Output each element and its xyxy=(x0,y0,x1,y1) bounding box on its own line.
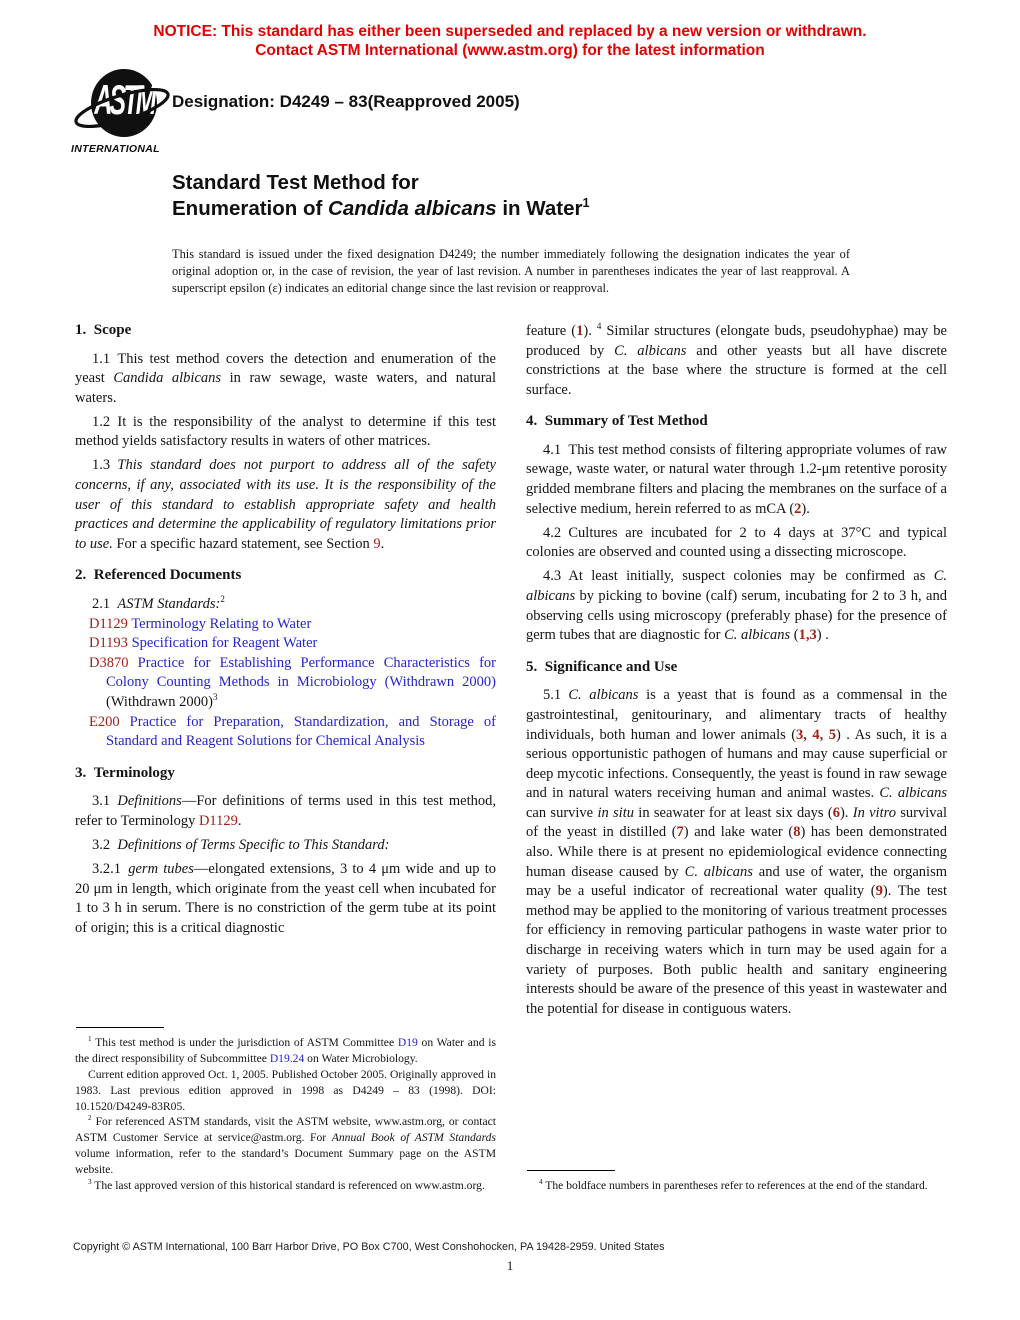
astm-logo-subtext: INTERNATIONAL xyxy=(71,143,160,155)
astm-logo-acronym: ASTM xyxy=(94,77,154,124)
text-run: in seawater for at least six days ( xyxy=(633,804,833,821)
text-run: Enumeration of xyxy=(172,197,329,220)
text-run: Similar structures (elongate buds, pseudohyphae) may be produced by xyxy=(526,323,947,359)
text-run: 3.2 xyxy=(92,836,118,853)
text-run: germ tubes xyxy=(128,860,194,877)
ref-link[interactable]: D3870 xyxy=(89,654,129,671)
ref-link[interactable]: 9 xyxy=(875,883,883,900)
ref-link[interactable]: 7 xyxy=(676,824,684,841)
text-run: 4 xyxy=(539,1178,543,1187)
text-run: 1.1 This test method covers the detection and enumeration of the yeast xyxy=(75,350,496,387)
ref-link[interactable]: D1129 xyxy=(198,812,238,829)
text-run: and other yeasts but all have discrete constrictions at the base where the structure is formed at the cell surface. xyxy=(526,342,947,398)
para-4-3 xyxy=(526,567,947,645)
text-run: Definitions of Terms Specific to This Standard: xyxy=(117,836,390,853)
ref-item-d3870 xyxy=(75,654,496,713)
text-run: in Water xyxy=(496,197,583,220)
text-run: in raw sewage, waste waters, and natural waters. xyxy=(75,370,496,406)
para-3-2-1-continued xyxy=(526,322,947,400)
para-4-2 xyxy=(526,524,947,563)
document-title xyxy=(172,170,590,222)
text-run: This test method is under the jurisdiction of ASTM Committee xyxy=(91,1035,398,1049)
para-3-2 xyxy=(75,836,496,856)
text-run: Candida albicans xyxy=(328,197,497,220)
ref-link[interactable]: 6 xyxy=(832,804,840,821)
section-1-heading: 1. Scope xyxy=(75,322,132,338)
text-run: The last approved version of this historical standard is referenced on www.astm.org. xyxy=(91,1179,485,1193)
text-run: ). xyxy=(583,323,597,339)
ref-link[interactable]: 1,3 xyxy=(798,627,817,644)
text-run: ) . As such, it is a serious opportunistic pathogen of humans and may cause superficial or deep mycotic infections. Consequently, the yeast is found in raw sewage and in natural waters receiving human and animal wastes. xyxy=(526,726,947,802)
text-run: Current edition approved Oct. 1, 2005. Published October 2005. Originally approved in 1983. Last previous edition approved in 1998 as D4249 – 83 (1998). DOI: 10.1520/D4249-83R05. xyxy=(75,1067,496,1113)
section-3-heading: 3. Terminology xyxy=(75,764,175,781)
text-run: C. albicans xyxy=(526,568,947,605)
ref-link[interactable]: D19 xyxy=(397,1035,418,1049)
text-run: volume information, refer to the standard’s Document Summary page on the ASTM website. xyxy=(75,1147,496,1177)
text-run: Candida albicans xyxy=(113,370,222,387)
ref-link[interactable]: E200 xyxy=(89,713,120,730)
footnote-4 xyxy=(526,1178,947,1194)
text-run: ). The test method may be applied to the monitoring of various treatment processes for efficiency in removing particular pathogens in waste water prior to discharge in receiving waters which in turn may be used again for a variety of purposes. Both public health and sanitary engineering interests should be aware of the presence of this yeast in wastewater and the potential for disease in contiguous waters. xyxy=(526,883,948,1017)
body-columns xyxy=(75,320,947,1194)
text-run: ASTM Standards: xyxy=(117,595,221,612)
text-run: —For definitions of terms used in this test method, refer to Terminology xyxy=(75,793,496,829)
footnote-separator-right xyxy=(527,1170,615,1171)
text-run: C. albicans xyxy=(684,863,753,880)
text-run: Definitions xyxy=(117,793,182,810)
ref-link[interactable]: 9 xyxy=(373,535,381,552)
text-run: ) . xyxy=(816,627,829,644)
ref-link[interactable]: Specification for Reagent Water xyxy=(131,635,318,652)
notice-line2: Contact ASTM International (www.astm.org) for the latest information xyxy=(255,42,765,59)
text-run: . xyxy=(380,535,385,552)
text-run: and use of water, the organism may be a useful indicator of recreational water quality ( xyxy=(526,863,947,900)
footnote-2 xyxy=(75,1114,496,1178)
text-run: . xyxy=(237,812,242,829)
text-run: —elongated extensions, 3 to 4 μm wide and up to 20 μm in length, which originate from the yeast cell when incubated for 1 to 3 h in serum. There is no constriction of the germ tube at its point of origin; this is a critical diagnostic xyxy=(75,860,496,936)
supersession-notice xyxy=(0,22,1020,60)
text-run: For a specific hazard statement, see Section xyxy=(112,535,374,552)
designation-line: Designation: D4249 – 83(Reapproved 2005) xyxy=(172,92,520,111)
footnotes-left xyxy=(75,1027,496,1194)
text-run: C. albicans xyxy=(879,785,947,802)
para-1-3 xyxy=(75,456,496,554)
para-3-1 xyxy=(75,792,496,831)
ref-link[interactable]: Practice for Preparation, Standardization, and Storage of Standard and Reagent Solutions for Chemical Analysis xyxy=(106,713,497,750)
para-4-1 xyxy=(526,441,947,519)
text-run: Annual Book of ASTM Standards xyxy=(331,1131,496,1145)
text-run: For referenced ASTM standards, visit the ASTM website, www.astm.org, or contact ASTM Customer Service at service@astm.org. For xyxy=(75,1115,496,1145)
text-run: 1.3 xyxy=(92,457,118,474)
para-1-2 xyxy=(75,413,496,452)
footnote-3 xyxy=(75,1178,496,1194)
text-run: 3 xyxy=(88,1178,92,1187)
ref-link[interactable]: 8 xyxy=(793,824,801,841)
text-run: In vitro xyxy=(852,804,896,821)
text-run: C. albicans xyxy=(724,627,791,644)
text-run: on Water and is the direct responsibility of Subcommittee xyxy=(75,1035,496,1065)
text-run: ). xyxy=(801,500,810,517)
text-run: The boldface numbers in parentheses refer to references at the end of the standard. xyxy=(542,1179,928,1193)
text-run: 4.3 At least initially, suspect colonies may be confirmed as xyxy=(543,568,934,585)
para-1-1 xyxy=(75,350,496,409)
ref-item-d1193 xyxy=(75,634,496,654)
footnote-1 xyxy=(75,1035,496,1067)
text-run: 4.2 Cultures are incubated for 2 to 4 days at 37°C and typical colonies are observed and counted using a dissecting microscope. xyxy=(526,524,947,561)
ref-link[interactable]: Practice for Establishing Performance Characteristics for Colony Counting Methods in Microbiology (Withdrawn 2000) xyxy=(106,654,496,691)
text-run: on Water Microbiology. xyxy=(304,1051,418,1065)
astm-globe-icon xyxy=(70,66,174,144)
ref-link[interactable]: 1 xyxy=(576,323,584,339)
section-4-heading: 4. Summary of Test Method xyxy=(526,413,708,430)
ref-link[interactable]: 3, 4, 5 xyxy=(796,726,836,743)
footnote-separator-left xyxy=(76,1027,164,1028)
text-run xyxy=(120,714,130,730)
text-run: 3.2.1 xyxy=(92,860,129,877)
copyright-line: Copyright © ASTM International, 100 Barr Harbor Drive, PO Box C700, West Conshohocken, PA 19428-2959. United States xyxy=(73,1241,665,1253)
notice-line1: NOTICE: This standard has either been superseded and replaced by a new version or withdrawn. xyxy=(153,23,867,40)
text-run: 3 xyxy=(212,692,218,703)
text-run: C. albicans xyxy=(614,342,687,359)
para-2-1 xyxy=(75,595,496,615)
text-run: 1 xyxy=(88,1035,92,1044)
text-run: can survive xyxy=(526,804,598,821)
text-run: ). xyxy=(839,804,853,821)
para-3-2-1 xyxy=(75,860,496,938)
text-run: ( xyxy=(790,627,799,644)
text-run: 2.1 xyxy=(92,595,118,612)
text-run: 4.1 This test method consists of filtering appropriate volumes of raw sewage, waste water, or natural water through 1.2-μm retentive porosity gridded membrane filters and placing the membranes on the surface of a selective medium, herein referred to as mCA ( xyxy=(526,441,947,517)
ref-link[interactable]: Terminology Relating to Water xyxy=(131,615,312,632)
text-run: This standard does not purport to address all of the safety concerns, if any, associated with its use. It is the responsibility of the user of this standard to establish appropriate safety and health practices and determine the applicability of regulatory limitations prior to use. xyxy=(75,457,496,552)
text-run xyxy=(128,655,137,671)
title-line1: Standard Test Method for xyxy=(172,171,419,194)
ref-item-d1129 xyxy=(75,615,496,635)
text-run: 5.1 xyxy=(543,687,569,704)
text-run: survival of the yeast in distilled ( xyxy=(526,804,947,841)
text-run: 2 xyxy=(88,1114,92,1123)
title-line2 xyxy=(172,196,590,222)
text-run: 1.2 It is the responsibility of the analyst to determine if this test method yields satisfactory results in waters of other matrices. xyxy=(75,413,496,450)
text-run: 4 xyxy=(596,321,602,332)
section-5-heading: 5. Significance and Use xyxy=(526,658,678,675)
text-run: by picking to bovine (calf) serum, incubating for 2 to 3 h, and observing cells using microscopy (preferably phase) for the presence of germ tubes that are diagnostic for xyxy=(526,588,947,644)
text-run: 3.1 xyxy=(92,793,118,810)
ref-item-e200 xyxy=(75,713,496,752)
text-run: ) has been demonstrated also. While there is at present no epidemiological evidence connecting human disease caused by xyxy=(526,824,947,880)
text-run: (Withdrawn 2000) xyxy=(106,693,213,710)
left-column xyxy=(75,320,496,1194)
text-run: C. albicans xyxy=(568,687,639,704)
text-run: 1 xyxy=(582,195,590,211)
section-2-heading: 2. Referenced Documents xyxy=(75,567,242,584)
footnotes-right xyxy=(526,1170,947,1194)
ref-link[interactable]: D1193 xyxy=(89,635,128,652)
astm-logo xyxy=(70,66,180,155)
footnote-1-edition xyxy=(75,1067,496,1115)
ref-link[interactable]: D19.24 xyxy=(269,1051,305,1065)
text-run: in situ xyxy=(597,804,634,821)
text-run: feature ( xyxy=(526,323,577,339)
right-column xyxy=(526,320,947,1194)
text-run: ) and lake water ( xyxy=(683,824,794,841)
issuance-preamble: This standard is issued under the fixed designation D4249; the number immediately following the designation indicates the year of original adoption or, in the case of revision, the year of last revision. A number in parentheses indicates the year of last reapproval. A superscript epsilon (ε) indicates an editorial change since the last revision or reapproval. xyxy=(172,247,850,295)
ref-link[interactable]: D1129 xyxy=(89,615,128,632)
para-5-1 xyxy=(526,686,947,1019)
ref-link[interactable]: 2 xyxy=(794,500,802,517)
text-run: 2 xyxy=(220,594,225,605)
page-number: 1 xyxy=(506,1258,514,1273)
text-run: is a yeast that is found as a commensal in the gastrointestinal, genitourinary, and alimentary tracts of healthy individuals, both human and lower animals ( xyxy=(526,687,947,743)
